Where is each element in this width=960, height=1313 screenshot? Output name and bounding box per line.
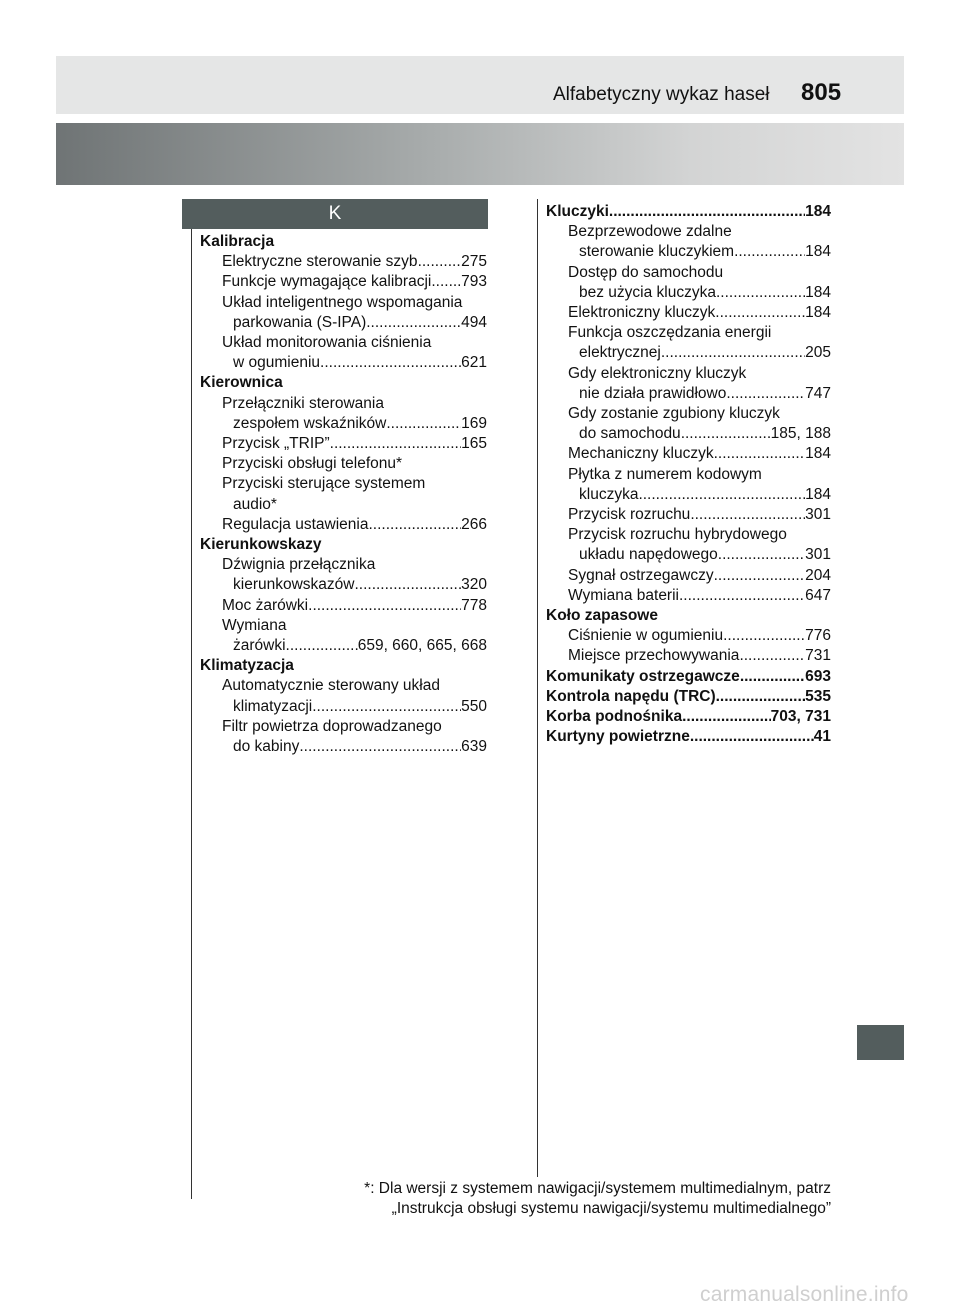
entry-text: Mechaniczny kluczyk [568, 445, 714, 463]
index-entry [200, 676, 487, 696]
entry-text: Płytka z numerem kodowym [568, 465, 762, 483]
index-entry [200, 515, 487, 535]
entry-text: Układ inteligentnego wspomagania [222, 293, 463, 311]
entry-text: Przycisk rozruchu [568, 506, 691, 524]
entry-text: do samochodu [579, 425, 681, 443]
entry-text: Komunikaty ostrzegawcze [546, 667, 740, 685]
index-entry [546, 424, 831, 444]
index-entry [546, 364, 831, 384]
index-entry [200, 333, 487, 353]
index-entry [546, 263, 831, 283]
index-column-left [200, 232, 487, 757]
leader-dots [734, 242, 805, 262]
page-reference: 693 [805, 667, 831, 685]
page-reference: 184 [805, 445, 831, 463]
page-reference: 320 [461, 576, 487, 594]
index-entry [200, 596, 487, 616]
index-entry [546, 566, 831, 586]
index-entry [546, 323, 831, 343]
entry-text: Kluczyki [546, 203, 609, 220]
page-reference: 275 [461, 253, 487, 271]
page-reference: 184 [805, 485, 831, 503]
entry-text: Układ monitorowania ciśnienia [222, 334, 432, 352]
index-entry [200, 293, 487, 313]
leader-dots [718, 545, 805, 565]
footnote-line-1: *: Dla wersji z systemem nawigacji/systemem multimedialnym, patrz [364, 1180, 831, 1197]
page-reference: 659, 660, 665, 668 [357, 637, 487, 655]
leader-dots [690, 727, 814, 747]
entry-text: Dźwignia przełącznika [222, 556, 376, 574]
entry-text: klimatyzacji [233, 697, 313, 715]
entry-text: Kurtyny powietrzne [546, 728, 690, 746]
index-heading [200, 656, 487, 676]
index-entry [546, 303, 831, 323]
leader-dots [330, 434, 461, 454]
leader-dots [366, 313, 461, 333]
index-entry [546, 404, 831, 424]
entry-text: w ogumieniu [233, 354, 321, 372]
index-entry [546, 485, 831, 505]
index-entry [200, 313, 487, 333]
index-entry [546, 242, 831, 262]
leader-dots [418, 252, 462, 272]
index-entry [200, 252, 487, 272]
page-reference: 747 [805, 384, 831, 402]
entry-text: Przełączniki sterowania [222, 394, 384, 412]
entry-text: Kierownica [200, 374, 283, 392]
index-entry [546, 384, 831, 404]
leader-dots [714, 566, 806, 586]
chapter-side-tab [857, 1025, 904, 1060]
index-entry [546, 525, 831, 545]
page-reference: 494 [461, 313, 487, 331]
page-reference: 731 [805, 647, 831, 665]
index-entry [200, 717, 487, 737]
entry-text: do kabiny [233, 738, 300, 756]
leader-dots [354, 575, 461, 595]
page-reference: 266 [461, 515, 487, 533]
leader-dots [308, 596, 461, 616]
leader-dots [715, 303, 805, 323]
index-entry [200, 454, 487, 474]
page-reference: 169 [461, 414, 487, 432]
page-reference: 776 [805, 627, 831, 645]
leader-dots [740, 667, 805, 687]
entry-text: Regulacja ustawienia [222, 515, 369, 533]
entry-text: Kontrola napędu (TRC) [546, 687, 716, 705]
index-heading [546, 707, 831, 727]
entry-text: Funkcja oszczędzania energii [568, 324, 772, 342]
leader-dots [368, 515, 461, 535]
leader-dots [386, 414, 461, 434]
leader-dots [312, 697, 461, 717]
leader-dots [682, 707, 771, 727]
entry-text: Koło zapasowe [546, 607, 658, 625]
entry-text: elektrycznej [579, 344, 661, 362]
entry-text: Ciśnienie w ogumieniu [568, 627, 724, 645]
page-reference: 778 [461, 596, 487, 614]
page-reference: 535 [805, 687, 831, 705]
entry-text: Przycisk „TRIP” [222, 435, 330, 453]
entry-text: żarówki [233, 637, 286, 655]
leader-dots [726, 384, 805, 404]
middle-column-rule [537, 199, 538, 1177]
index-heading [546, 687, 831, 707]
entry-text: Bezprzewodowe zdalne [568, 223, 732, 241]
entry-text: kierunkowskazów [233, 576, 355, 594]
entry-text: audio* [233, 495, 277, 513]
index-entry [546, 545, 831, 565]
leader-dots [638, 485, 805, 505]
header-bar [56, 56, 904, 114]
leader-dots [609, 202, 805, 222]
page-reference: 301 [805, 546, 831, 564]
entry-text: Wymiana baterii [568, 586, 679, 604]
entry-text: Przycisk rozruchu hybrydowego [568, 526, 787, 544]
entry-text: Miejsce przechowywania [568, 647, 740, 665]
index-entry [546, 222, 831, 242]
entry-text: parkowania (S-IPA) [233, 313, 367, 331]
leader-dots [714, 444, 806, 464]
page-reference: 184 [805, 304, 831, 322]
entry-text: Klimatyzacja [200, 657, 294, 675]
index-heading [546, 727, 831, 747]
index-entry [546, 646, 831, 666]
index-heading [546, 202, 831, 222]
index-entry [200, 495, 487, 515]
index-entry [200, 434, 487, 454]
entry-text: nie działa prawidłowo [579, 384, 727, 402]
entry-text: Moc żarówki [222, 596, 309, 614]
page-reference: 639 [461, 738, 487, 756]
page-reference: 184 [805, 283, 831, 301]
entry-text: Przyciski sterujące systemem [222, 475, 426, 493]
index-entry [200, 616, 487, 636]
entry-text: sterowanie kluczykiem [579, 243, 735, 261]
leader-dots [716, 283, 805, 303]
entry-text: Elektroniczny kluczyk [568, 304, 716, 322]
index-entry [546, 586, 831, 606]
entry-text: Kalibracja [200, 233, 275, 250]
index-entry [546, 444, 831, 464]
leader-dots [723, 626, 805, 646]
leader-dots [299, 737, 461, 757]
page-reference: 301 [805, 506, 831, 524]
index-entry [200, 697, 487, 717]
entry-text: Wymiana [222, 616, 287, 634]
page-reference: 205 [805, 344, 831, 362]
page-reference: 184 [805, 243, 831, 261]
index-entry [200, 474, 487, 494]
index-entry [200, 575, 487, 595]
page-reference: 550 [461, 697, 487, 715]
page-reference: 185, 188 [770, 425, 831, 443]
entry-text: kluczyka [579, 485, 639, 503]
leader-dots [739, 646, 805, 666]
entry-text: bez użycia kluczyka [579, 283, 716, 301]
footnote-line-2: „Instrukcja obsługi systemu nawigacji/systemu multimedialnego” [391, 1200, 831, 1217]
index-column-right [546, 202, 831, 747]
index-entry [546, 505, 831, 525]
leader-dots [690, 505, 805, 525]
entry-text: Kierunkowskazy [200, 536, 322, 554]
leader-dots [661, 343, 805, 363]
entry-text: Korba podnośnika [546, 708, 683, 726]
header-title: Alfabetyczny wykaz haseł [553, 84, 770, 105]
entry-text: Gdy elektroniczny kluczyk [568, 364, 747, 382]
index-entry [200, 272, 487, 292]
page-reference: 793 [461, 273, 487, 291]
index-heading [546, 667, 831, 687]
leader-dots [681, 424, 771, 444]
index-entry [546, 465, 831, 485]
index-heading [546, 606, 831, 626]
entry-text: Sygnał ostrzegawczy [568, 566, 714, 584]
page-reference: 41 [813, 728, 831, 746]
decorative-band [56, 123, 904, 185]
index-entry [200, 636, 487, 656]
entry-text: zespołem wskaźników [233, 414, 387, 432]
page-reference: 621 [461, 354, 487, 372]
entry-text: Funkcje wymagające kalibracji [222, 273, 432, 291]
left-column-rule [191, 229, 192, 1199]
entry-text: Automatycznie sterowany układ [222, 677, 440, 695]
entry-text: Przyciski obsługi telefonu* [222, 455, 403, 473]
leader-dots [320, 353, 461, 373]
leader-dots [716, 687, 806, 707]
entry-text: Gdy zostanie zgubiony kluczyk [568, 405, 780, 423]
index-entry [200, 414, 487, 434]
index-entry [200, 737, 487, 757]
section-letter-tab: K [182, 199, 488, 229]
page-reference: 703, 731 [770, 708, 831, 726]
index-heading [200, 232, 487, 252]
page-reference: 165 [461, 435, 487, 453]
entry-text: Dostęp do samochodu [568, 263, 724, 281]
index-entry [546, 343, 831, 363]
footnote [330, 1179, 831, 1219]
index-entry [200, 353, 487, 373]
leader-dots [286, 636, 358, 656]
index-entry [546, 626, 831, 646]
leader-dots [431, 272, 461, 292]
index-heading [200, 373, 487, 393]
entry-text: układu napędowego [579, 546, 718, 564]
page-reference: 204 [805, 566, 831, 584]
page-number: 805 [801, 79, 842, 106]
index-entry [200, 555, 487, 575]
leader-dots [679, 586, 805, 606]
entry-text: Filtr powietrza doprowadzanego [222, 717, 442, 735]
page-reference: 184 [805, 203, 831, 220]
index-entry [546, 283, 831, 303]
watermark: carmanualsonline.info [700, 1283, 909, 1306]
entry-text: Elektryczne sterowanie szyb [222, 253, 418, 271]
index-heading [200, 535, 487, 555]
page-reference: 647 [805, 586, 831, 604]
index-entry [200, 394, 487, 414]
